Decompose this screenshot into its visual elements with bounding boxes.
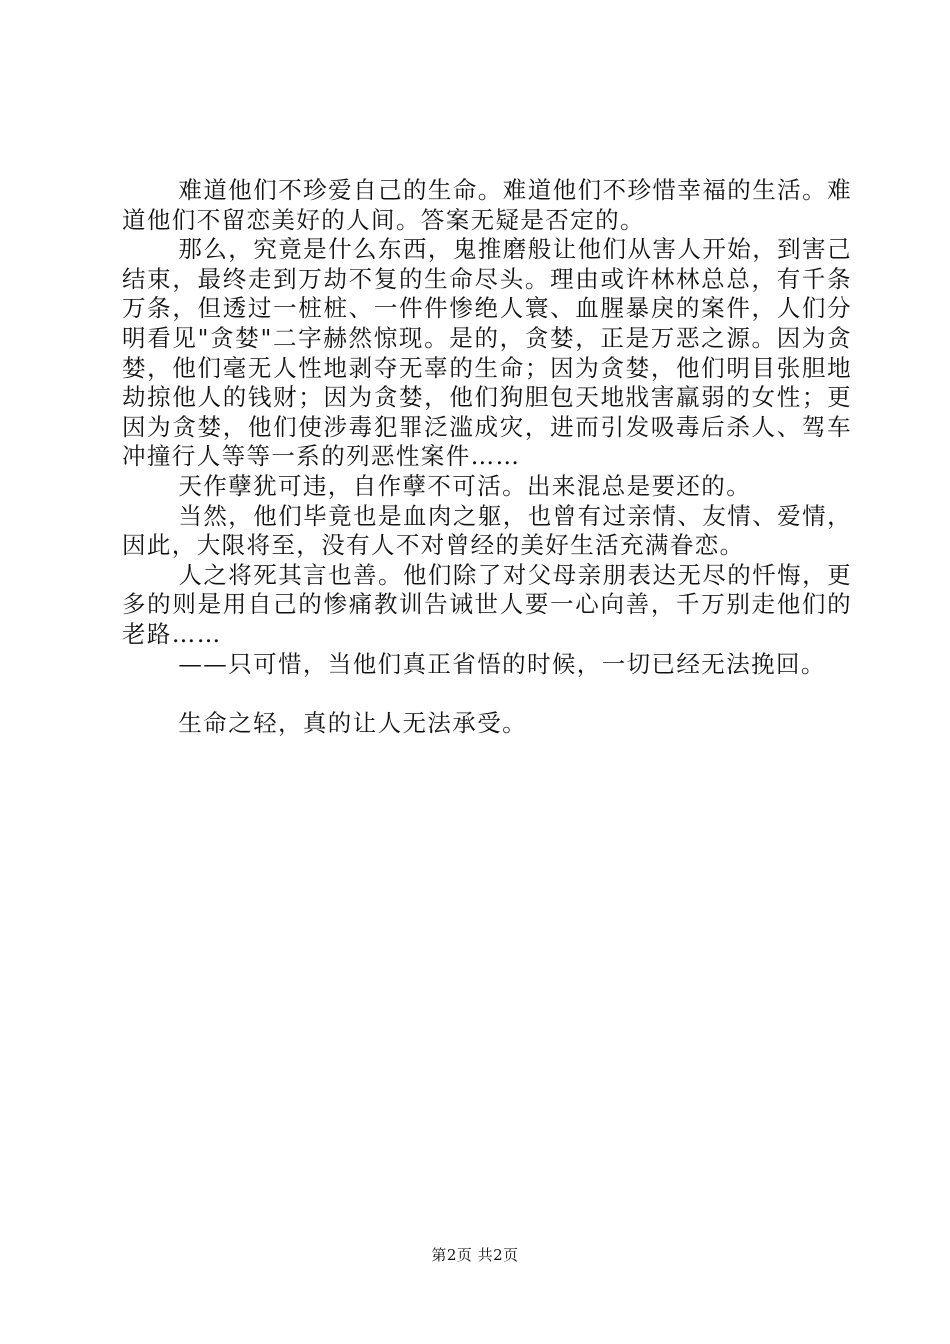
paragraph-2: 那么，究竟是什么东西，鬼推磨般让他们从害人开始，到害己结束，最终走到万劫不复的生命尽头。理由或许林林总总，有千条万条，但透过一桩桩、一件件惨绝人寰、血腥暴戾的案件，人们分明看见"贪婪"二字赫然惊现。是的，贪婪，正是万恶之源。因为贪婪，他们毫无人性地剥夺无辜的生命；因为贪婪，他们明目张胆地劫掠他人的钱财；因为贪婪，他们狗胆包天地戕害羸弱的女性；更因为贪婪，他们使涉毒犯罪泛滥成灾，进而引发吸毒后杀人、驾车冲撞行人等等一系的列恶性案件…… — [122, 235, 852, 471]
paragraph-3: 天作孽犹可违，自作孽不可活。出来混总是要还的。 — [178, 471, 752, 500]
document-body — [122, 176, 852, 738]
page-footer: 第2页 共2页 — [431, 1246, 519, 1264]
paragraph-1: 难道他们不珍爱自己的生命。难道他们不珍惜幸福的生活。难道他们不留恋美好的人间。答案无疑是否定的。 — [122, 176, 852, 234]
paragraph-5: 人之将死其言也善。他们除了对父母亲朋表达无尽的忏悔，更多的则是用自己的惨痛教训告诫世人要一心向善，千万别走他们的老路…… — [122, 560, 852, 648]
paragraph-7: 生命之轻，真的让人无法承受。 — [178, 708, 527, 737]
paragraph-6: ——只可惜，当他们真正省悟的时候，一切已经无法挽回。 — [178, 649, 826, 678]
paragraph-4: 当然，他们毕竟也是血肉之躯，也曾有过亲情、友情、爱情，因此，大限将至，没有人不对曾经的美好生活充满眷恋。 — [122, 501, 852, 560]
